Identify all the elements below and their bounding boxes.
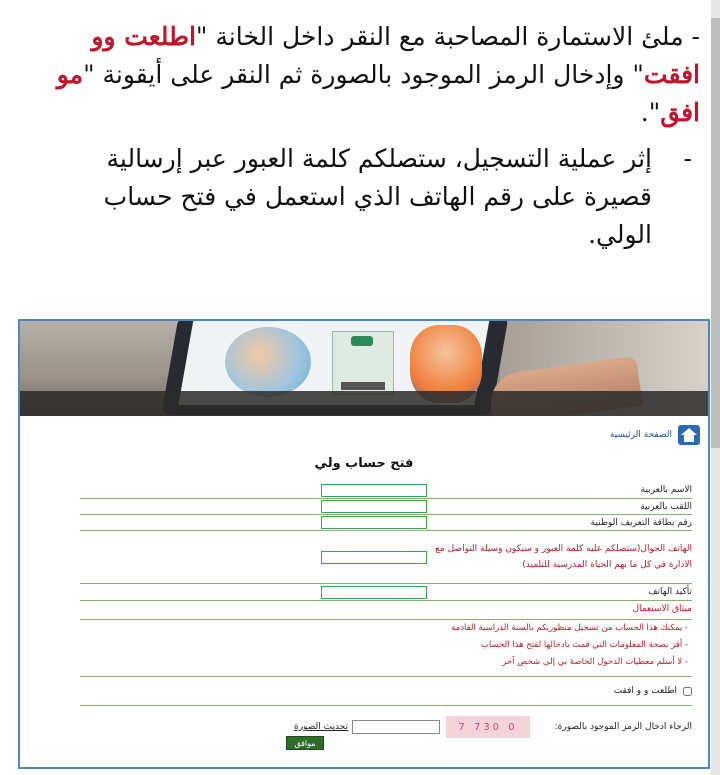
school-card-graphic xyxy=(332,331,394,395)
bullet-dash: - xyxy=(683,144,692,173)
instruction-1-text-b: " وإدخال الرمز الموجود بالصورة ثم النقر على أيقونة " xyxy=(83,60,644,89)
agree-row xyxy=(80,677,692,706)
phone-label: الهاتف الجوال(ستصلكم عليه كلمة العبور و سيكون وسيلة التواصل مع الادارة في كل ما يهم الحياة المدرسية للتلميذ) xyxy=(435,544,692,570)
instruction-1-text-a: ملئ الاستمارة المصاحبة مع النقر داخل الخانة " xyxy=(195,22,684,51)
captcha-image: 0 730 7 xyxy=(446,716,530,738)
phone-row xyxy=(80,531,692,584)
last-name-input[interactable] xyxy=(321,500,427,513)
home-nav[interactable] xyxy=(610,424,700,446)
agree-label[interactable]: اطلعت و و افقت xyxy=(613,686,677,696)
term-item: - أقر بصحة المعلومات التي قمت بادخالها لفتح هذا الحساب xyxy=(480,640,688,650)
instructions xyxy=(40,18,700,254)
term-item: - يمكنك هذا الحساب من تسجيل منظوريكم بالسنة الدراسية القادمة xyxy=(451,623,688,633)
bullet-dash: - xyxy=(691,22,700,51)
refresh-captcha-link[interactable]: تحديث الصورة xyxy=(294,722,348,732)
embedded-screenshot xyxy=(18,319,710,769)
scrollbar-thumb[interactable] xyxy=(711,18,720,448)
page-title: فتح حساب ولي xyxy=(314,456,414,471)
scrollbar[interactable] xyxy=(711,0,720,775)
registration-form xyxy=(80,482,692,738)
submit-button[interactable]: موافق xyxy=(286,736,324,750)
first-name-input[interactable] xyxy=(321,484,427,497)
confirm-phone-label: تأكيد الهاتف xyxy=(648,587,692,597)
family-illustration xyxy=(225,327,311,397)
last-name-row xyxy=(80,499,692,515)
confirm-phone-input[interactable] xyxy=(321,586,427,599)
phone-input[interactable] xyxy=(321,551,427,564)
captcha-input[interactable] xyxy=(352,720,440,734)
agree-checkbox[interactable] xyxy=(683,687,692,696)
instruction-1-text-c: ". xyxy=(640,98,661,127)
form-page xyxy=(20,416,708,771)
confirm-phone-row xyxy=(80,584,692,601)
home-link[interactable]: الصفحة الرئيسية xyxy=(609,430,672,440)
id-label: رقم بطاقة التعريف الوطنية xyxy=(590,517,692,528)
id-row xyxy=(80,515,692,531)
agree-highlight: اطلعت وو افقت xyxy=(91,22,700,89)
id-input[interactable] xyxy=(321,516,427,529)
captcha-label: الرجاء ادخال الرمز الموجود بالصورة: xyxy=(554,722,692,732)
home-icon[interactable] xyxy=(678,425,700,445)
first-name-row xyxy=(80,482,692,499)
captcha-row xyxy=(80,716,692,738)
instruction-2-text: إثر عملية التسجيل، ستصلكم كلمة العبور عبر إرسالية قصيرة على رقم الهاتف الذي استعمل في فتح حساب الولي. xyxy=(103,144,652,249)
last-name-label: اللقب بالعربية xyxy=(640,501,692,512)
charter-title: ميثاق الاستعمال xyxy=(80,601,692,620)
ok-highlight: مو افق xyxy=(56,60,700,127)
banner-image xyxy=(20,321,708,416)
first-name-label: الاسم بالعربية xyxy=(640,485,692,495)
instruction-1 xyxy=(40,18,700,132)
instruction-2 xyxy=(40,140,700,254)
terms-block xyxy=(80,620,692,677)
term-item: - لا أسلم معطيات الدخول الخاصة بي إلى شخص آخر xyxy=(502,657,688,667)
